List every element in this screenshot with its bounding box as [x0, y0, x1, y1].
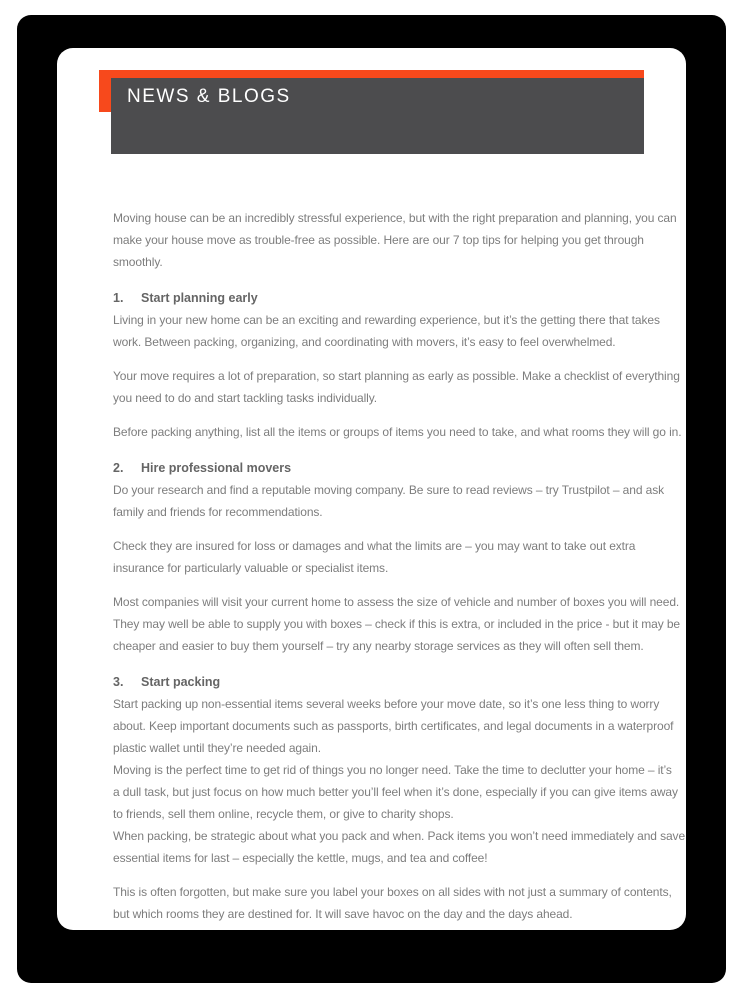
section-title: Start planning early [141, 291, 258, 305]
text-line: to friends, sell them online, recycle them, or give to charity shops. [113, 807, 454, 821]
paragraph [113, 365, 680, 409]
text-line: Your move requires a lot of preparation, so start planning as early as possible. Make a checklist of everything [113, 369, 680, 383]
text-line: smoothly. [113, 255, 163, 269]
text-line: Do your research and find a reputable moving company. Be sure to read reviews – try Trustpilot – and ask [113, 483, 664, 497]
text-line: Living in your new home can be an exciting and rewarding experience, but it’s the getting there that takes [113, 313, 660, 327]
paragraph [113, 693, 686, 869]
section-heading-3 [113, 671, 647, 693]
paragraph [113, 535, 647, 579]
section-heading-2 [113, 457, 647, 479]
text-line: plastic wallet until they’re needed again. [113, 741, 321, 755]
section-heading-1 [113, 287, 647, 309]
paragraph [113, 309, 660, 353]
article-body [113, 207, 686, 925]
text-line: Start packing up non-essential items several weeks before your move date, so it’s one less thing to worry [113, 697, 660, 711]
paragraph [113, 479, 664, 523]
text-line: This is often forgotten, but make sure you label your boxes on all sides with not just a summary of contents, [113, 885, 672, 899]
section-number: 3. [113, 675, 124, 689]
section-number: 2. [113, 461, 124, 475]
header-banner [111, 78, 644, 154]
text-line: about. Keep important documents such as passports, birth certificates, and legal documents in a waterproof [113, 719, 674, 733]
section-number: 1. [113, 291, 124, 305]
text-line: Before packing anything, list all the items or groups of items you need to take, and what rooms they will go in. [113, 425, 682, 439]
intro-paragraph [113, 207, 677, 273]
text-line: family and friends for recommendations. [113, 505, 323, 519]
paragraph [113, 591, 680, 657]
text-line: Moving is the perfect time to get rid of things you no longer need. Take the time to declutter your home – it’s [113, 763, 672, 777]
text-line: cheaper and easier to buy them yourself – try any nearby storage services as they will often sell them. [113, 639, 644, 653]
closing-paragraph [113, 881, 672, 925]
text-line: Check they are insured for loss or damages and what the limits are – you may want to take out extra [113, 539, 636, 553]
text-line: essential items for last – especially the kettle, mugs, and tea and coffee! [113, 851, 488, 865]
text-line: Moving house can be an incredibly stressful experience, but with the right preparation and planning, you can [113, 211, 677, 225]
text-line: you need to do and start tackling tasks individually. [113, 391, 377, 405]
text-line: but which rooms they are destined for. It will save havoc on the day and the days ahead. [113, 907, 573, 921]
text-line: make your house move as trouble-free as possible. Here are our 7 top tips for helping you get through [113, 233, 644, 247]
text-line: insurance for particularly valuable or specialist items. [113, 561, 389, 575]
text-line: a dull task, but just focus on how much better you’ll feel when it’s done, especially if you can give items away [113, 785, 678, 799]
page-title: NEWS & BLOGS [127, 86, 291, 107]
paragraph [113, 421, 682, 443]
section-title: Hire professional movers [141, 461, 292, 475]
text-line: They may well be able to supply you with boxes – check if this is extra, or included in the price - but it may be [113, 617, 680, 631]
section-title: Start packing [141, 675, 221, 689]
document-sheet [57, 48, 686, 930]
text-line: work. Between packing, organizing, and coordinating with movers, it’s easy to feel overwhelmed. [113, 335, 616, 349]
text-line: Most companies will visit your current home to assess the size of vehicle and number of boxes you will need. [113, 595, 680, 609]
text-line: When packing, be strategic about what you pack and when. Pack items you won’t need immediately and save [113, 829, 686, 843]
